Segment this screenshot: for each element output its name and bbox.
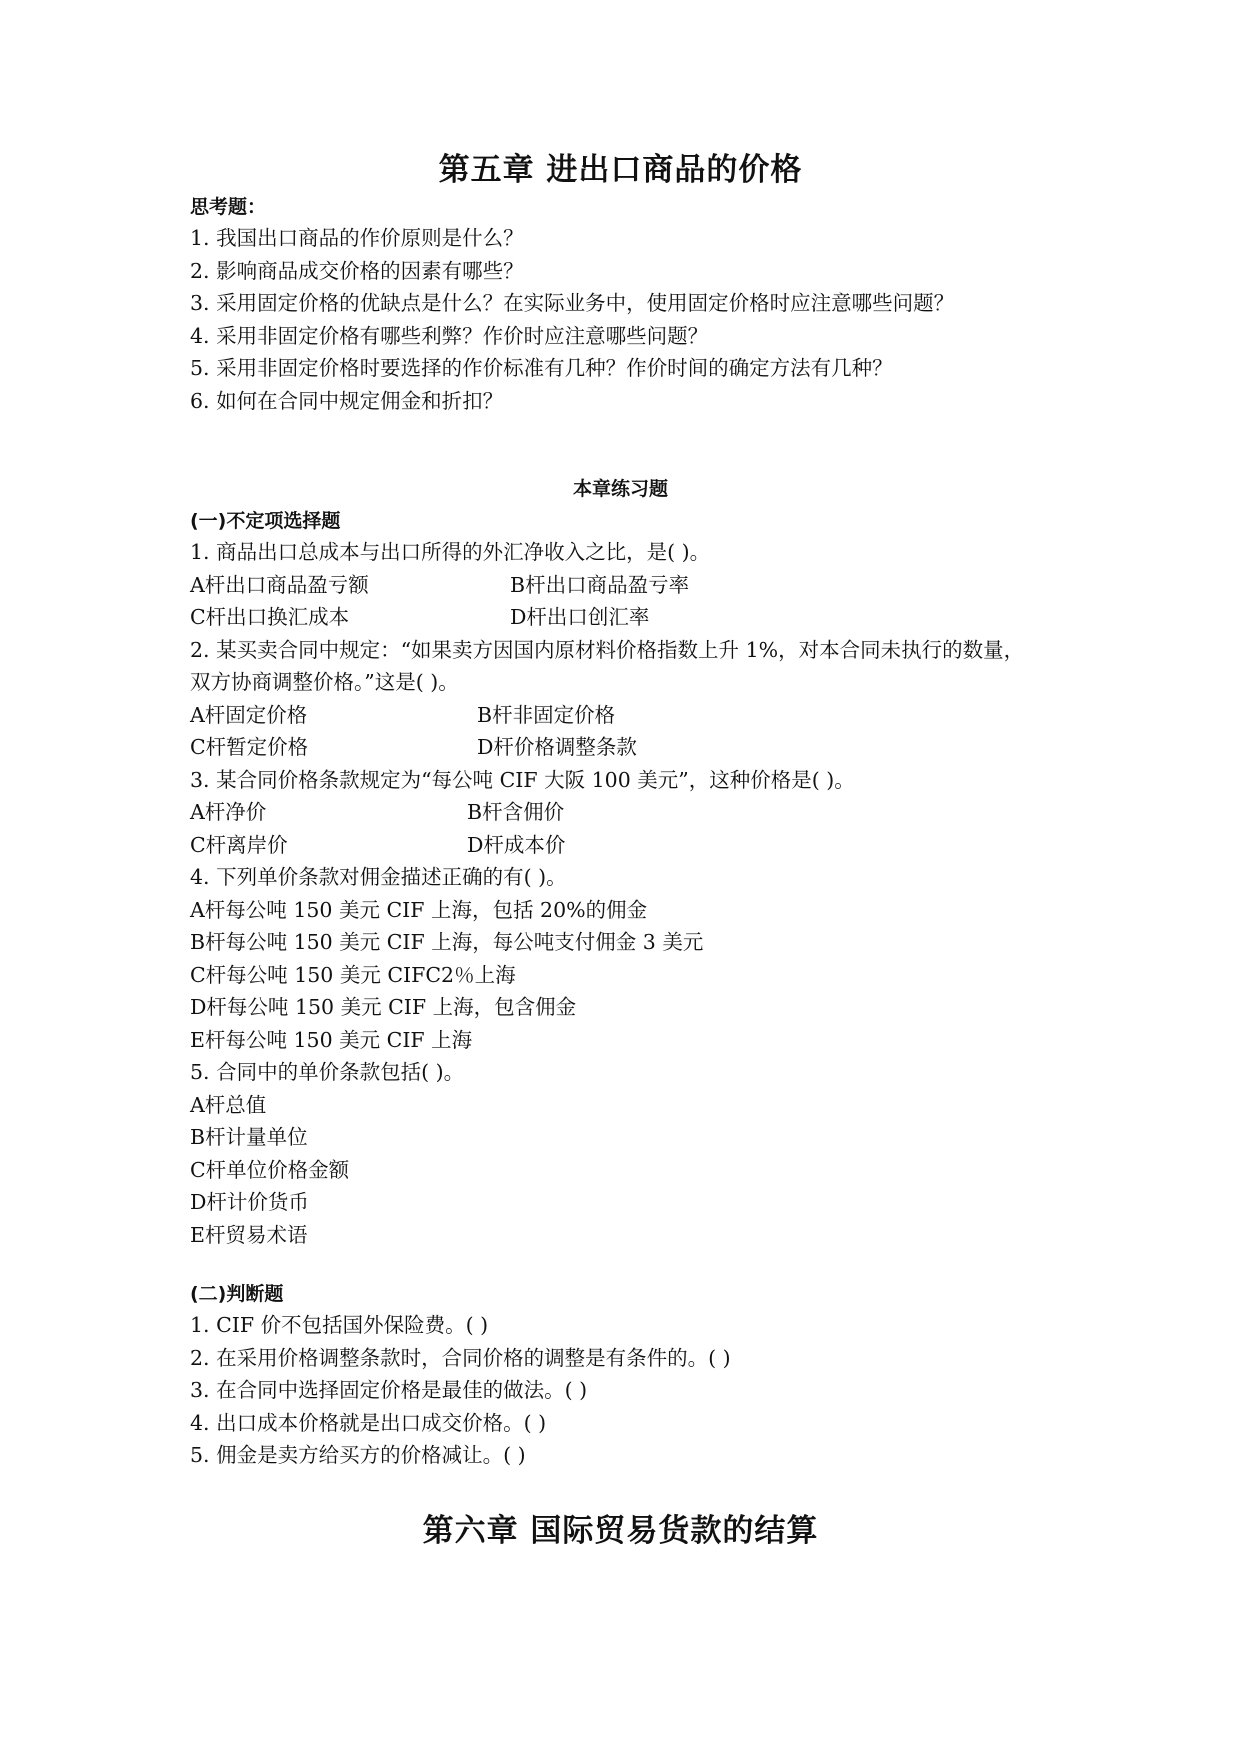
exercises-heading: 本章练习题 <box>572 478 668 500</box>
q2-option-b: B杆非固定价格 <box>477 702 616 727</box>
q5-option-b: B杆计量单位 <box>190 1125 308 1149</box>
q4-stem: 4. 下列单价条款对佣金描述正确的有( )。 <box>190 865 567 889</box>
question-item: 3. 采用固定价格的优缺点是什么？在实际业务中，使用固定价格时应注意哪些问题？ <box>190 291 955 315</box>
q4-option-d: D杆每公吨 150 美元 CIF 上海，包含佣金 <box>190 995 577 1019</box>
judge-item: 1. CIF 价不包括国外保险费。( ) <box>190 1313 489 1337</box>
q5-option-d: D杆计价货币 <box>190 1190 309 1214</box>
q1-stem: 1. 商品出口总成本与出口所得的外汇净收入之比，是( )。 <box>190 540 711 564</box>
q1-option-a: A杆出口商品盈亏额 <box>190 572 369 597</box>
q2-option-a: A杆固定价格 <box>190 702 308 727</box>
chapter5-title: 第五章 进出口商品的价格 <box>438 152 803 188</box>
q2-option-d: D杆价格调整条款 <box>477 735 637 759</box>
chapter6-title: 第六章 国际贸易货款的结算 <box>422 1513 819 1549</box>
q2-option-c: C杆暂定价格 <box>190 735 309 759</box>
judgement-section <box>190 1279 1070 1472</box>
question-item: 6. 如何在合同中规定佣金和折扣？ <box>190 388 504 413</box>
q1-option-c: C杆出口换汇成本 <box>190 605 350 629</box>
q2-options-row1 <box>190 699 1070 732</box>
q3-options-row1 <box>190 796 1070 829</box>
q1-option-d: D杆出口创汇率 <box>510 605 650 629</box>
q4-option-a: A杆每公吨 150 美元 CIF 上海，包括 20%的佣金 <box>190 897 648 922</box>
q5-stem: 5. 合同中的单价条款包括( )。 <box>190 1060 465 1084</box>
q5-option-a: A杆总值 <box>190 1092 267 1117</box>
question-item: 1. 我国出口商品的作价原则是什么？ <box>190 226 524 250</box>
q1-options-row2 <box>190 601 1070 634</box>
question-item: 2. 影响商品成交价格的因素有哪些？ <box>190 258 524 283</box>
q2-stem-line2: 双方协商调整价格。”这是( )。 <box>190 670 459 694</box>
q3-options-row2 <box>190 829 1070 862</box>
q1-option-b: B杆出口商品盈亏率 <box>510 572 690 597</box>
judge-item: 2. 在采用价格调整条款时，合同价格的调整是有条件的。( ) <box>190 1345 731 1370</box>
q3-option-b: B杆含佣价 <box>467 800 565 824</box>
judge-item: 5. 佣金是卖方给买方的价格减让。( ) <box>190 1443 526 1467</box>
question-item: 4. 采用非固定价格有哪些利弊？作价时应注意哪些问题？ <box>190 323 709 348</box>
q5-option-e: E杆贸易术语 <box>190 1222 308 1247</box>
q1-options-row1 <box>190 569 1070 602</box>
q2-options-row2 <box>190 731 1070 764</box>
q4-option-b: B杆每公吨 150 美元 CIF 上海，每公吨支付佣金 3 美元 <box>190 930 704 954</box>
judge-item: 3. 在合同中选择固定价格是最佳的做法。( ) <box>190 1378 588 1402</box>
question-item: 5. 采用非固定价格时要选择的作价标准有几种？作价时间的确定方法有几种？ <box>190 356 893 380</box>
q3-option-c: C杆离岸价 <box>190 832 288 857</box>
choice-heading: (一)不定项选择题 <box>190 510 341 532</box>
thinking-questions-section <box>190 192 1070 417</box>
judge-item: 4. 出口成本价格就是出口成交价格。( ) <box>190 1410 547 1435</box>
q3-stem: 3. 某合同价格条款规定为“每公吨 CIF 大阪 100 美元”，这种价格是( )。 <box>190 767 855 792</box>
q4-option-e: E杆每公吨 150 美元 CIF 上海 <box>190 1027 473 1052</box>
judge-heading: (二)判断题 <box>190 1283 284 1305</box>
choice-section <box>190 506 1070 1251</box>
q3-option-a: A杆净价 <box>190 800 267 824</box>
questions-heading: 思考题： <box>190 196 267 218</box>
q3-option-d: D杆成本价 <box>467 832 566 857</box>
q5-option-c: C杆单位价格金额 <box>190 1157 350 1182</box>
q4-option-c: C杆每公吨 150 美元 CIFC2％上海 <box>190 962 516 987</box>
q2-stem-line1: 2. 某买卖合同中规定：“如果卖方因国内原材料价格指数上升 1%，对本合同未执行的数量， <box>190 637 1025 662</box>
